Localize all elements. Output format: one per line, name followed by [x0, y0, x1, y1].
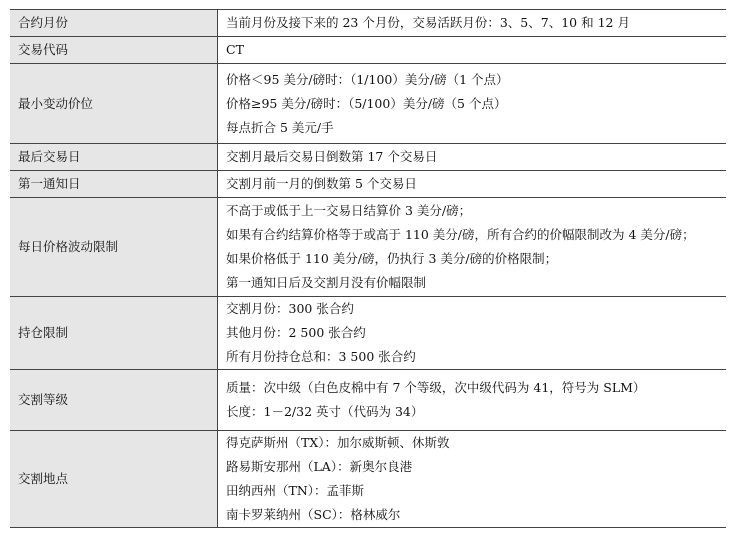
table-row: [10, 431, 726, 528]
table-row: [10, 171, 726, 198]
value-line: 路易斯安那州（LA）：新奥尔良港: [226, 459, 413, 474]
row-label: 最后交易日: [10, 144, 218, 171]
value-line: 交割月前一月的倒数第 5 个交易日: [226, 176, 417, 191]
value-line: 第一通知日后及交割月没有价幅限制: [226, 275, 427, 290]
table-row: [10, 198, 726, 297]
row-label: 最小变动价位: [10, 64, 218, 144]
value-line: 交割月份：300 张合约: [226, 301, 354, 316]
value-line: 田纳西州（TN）：孟菲斯: [226, 483, 365, 498]
row-value: [218, 37, 727, 64]
row-label: 第一通知日: [10, 171, 218, 198]
row-label: 交割地点: [10, 431, 218, 528]
row-value: [218, 198, 727, 297]
value-line: 如果价格低于 110 美分/磅，仍执行 3 美分/磅的价格限制；: [226, 251, 558, 266]
row-value: [218, 144, 727, 171]
contract-spec-table: [10, 9, 726, 528]
value-line: 质量：次中级（白色皮棉中有 7 个等级，次中级代码为 41，符号为 SLM）: [226, 380, 646, 395]
row-value: [218, 297, 727, 370]
row-value: [218, 10, 727, 37]
table-row: [10, 370, 726, 431]
value-line: CT: [226, 42, 244, 57]
value-line: 每点折合 5 美元/手: [226, 119, 334, 135]
value-line: 其他月份：2 500 张合约: [226, 325, 366, 340]
value-line: 价格＜95 美分/磅时：（1/100）美分/磅（1 个点）: [226, 71, 509, 87]
row-value: [218, 171, 727, 198]
value-line: 交割月最后交易日倒数第 17 个交易日: [226, 149, 438, 164]
table-row: [10, 297, 726, 370]
value-line: 所有月份持仓总和：3 500 张合约: [226, 349, 416, 364]
value-line: 得克萨斯州（TX）：加尔威斯顿、休斯敦: [226, 435, 450, 450]
row-label: 每日价格波动限制: [10, 198, 218, 297]
row-label: 合约月份: [10, 10, 218, 37]
value-line: 南卡罗莱纳州（SC）：格林威尔: [226, 507, 401, 522]
value-line: 价格≥95 美分/磅时：（5/100）美分/磅（5 个点）: [226, 95, 507, 111]
table-row: [10, 64, 726, 144]
row-label: 持仓限制: [10, 297, 218, 370]
table-row: [10, 37, 726, 64]
value-line: 如果有合约结算价格等于或高于 110 美分/磅，所有合约的价幅限制改为 4 美分/磅；: [226, 227, 695, 242]
table-row: [10, 10, 726, 37]
row-value: [218, 431, 727, 528]
row-label: 交易代码: [10, 37, 218, 64]
row-label: 交割等级: [10, 370, 218, 431]
value-line: 长度：1－2/32 英寸（代码为 34）: [226, 404, 424, 419]
value-line: 当前月份及接下来的 23 个月份，交易活跃月份：3、5、7、10 和 12 月: [226, 15, 630, 30]
table-row: [10, 144, 726, 171]
value-line: 不高于或低于上一交易日结算价 3 美分/磅；: [226, 203, 472, 218]
row-value: [218, 64, 727, 144]
row-value: [218, 370, 727, 431]
